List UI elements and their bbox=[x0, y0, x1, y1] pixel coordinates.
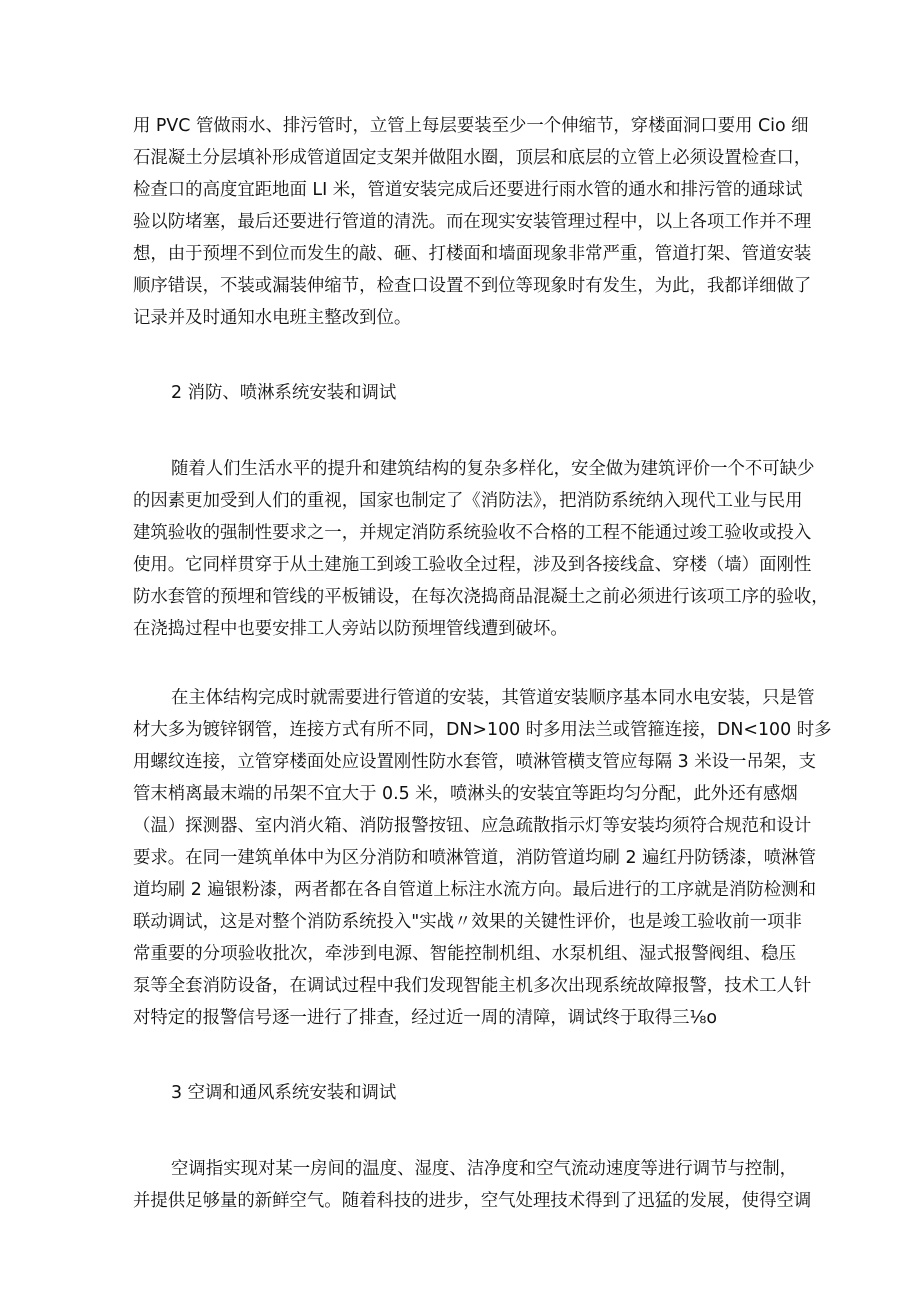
text-line: 并提供足够量的新鲜空气。随着科技的进步，空气处理技术得到了迅猛的发展，使得空调 bbox=[133, 1191, 812, 1211]
section-heading: 3 空调和通风系统安装和调试 bbox=[171, 1083, 397, 1103]
text-line: 记录并及时通知水电班主整改到位。 bbox=[133, 308, 412, 328]
text-line: 检查口的高度宜距地面 LI 米，管道安装完成后还要进行雨水管的通水和排污管的通球试 bbox=[133, 180, 803, 200]
text-line: 道均刷 2 遍银粉漆，两者都在各自管道上标注水流方向。最后进行的工序就是消防检测和 bbox=[133, 880, 816, 900]
text-line: 验以防堵塞，最后还要进行管道的清洗。而在现实安装管理过程中，以上各项工作并不理 bbox=[133, 212, 812, 232]
text-line: 使用。它同样贯穿于从土建施工到竣工验收全过程，涉及到各接线盒、穿楼（墙）面刚性 bbox=[133, 555, 812, 575]
spacer bbox=[133, 1109, 796, 1153]
text-line: （温）探测器、室内消火箱、消防报警按钮、应急疏散指示灯等安装均须符合规范和设计 bbox=[133, 816, 812, 836]
text-line: 常重要的分项验收批次，牵涉到电源、智能控制机组、水泵机组、湿式报警阀组、稳压 bbox=[133, 944, 796, 964]
text-line: 泵等全套消防设备，在调试过程中我们发现智能主机多次出现系统故障报警，技术工人针 bbox=[133, 976, 812, 996]
text-line: 随着人们生活水平的提升和建筑结构的复杂多样化，安全做为建筑评价一个不可缺少 bbox=[171, 459, 815, 479]
text-line: 建筑验收的强制性要求之一，并规定消防系统验收不合格的工程不能通过竣工验收或投入 bbox=[133, 523, 812, 543]
document-body bbox=[133, 110, 832, 1217]
paragraph bbox=[133, 1153, 812, 1217]
spacer bbox=[133, 1034, 796, 1077]
text-line: 要求。在同一建筑单体中为区分消防和喷淋管道，消防管道均刷 2 遍红丹防锈漆，喷淋管 bbox=[133, 848, 816, 868]
text-line: 联动调试，这是对整个消防系统投入"实战〃效果的关键性评价，也是竣工验收前一项非 bbox=[133, 912, 802, 932]
text-line: 材大多为镀锌钢管，连接方式有所不同，DN>100 时多用法兰或管箍连接，DN<100 时多 bbox=[133, 720, 832, 740]
spacer bbox=[133, 409, 796, 453]
text-line: 在主体结构完成时就需要进行管道的安装，其管道安装顺序基本同水电安装，只是管 bbox=[171, 688, 815, 708]
text-line: 用螺纹连接，立管穿楼面处应设置刚性防水套管，喷淋管横支管应每隔 3 米设一吊架，支 bbox=[133, 752, 816, 772]
text-line: 管末梢离最末端的吊架不宜大于 0.5 米，喷淋头的安装宜等距均匀分配，此外还有感烟 bbox=[133, 784, 798, 804]
text-line: 想，由于预埋不到位而发生的敲、砸、打楼面和墙面现象非常严重，管道打架、管道安装 bbox=[133, 244, 812, 264]
text-line: 空调指实现对某一房间的温度、湿度、洁净度和空气流动速度等进行调节与控制， bbox=[171, 1159, 798, 1179]
paragraph bbox=[133, 453, 829, 645]
text-line: 顺序错误，不装或漏装伸缩节，检查口设置不到位等现象时有发生，为此，我都详细做了 bbox=[133, 276, 812, 296]
text-line: 防水套管的预埋和管线的平板铺设，在每次浇捣商品混凝土之前必须进行该项工序的验收， bbox=[133, 587, 829, 607]
spacer bbox=[133, 645, 796, 682]
paragraph bbox=[133, 682, 832, 1034]
text-line: 在浇捣过程中也要安排工人旁站以防预埋管线遭到破坏。 bbox=[133, 619, 568, 639]
text-line: 石混凝土分层填补形成管道固定支架并做阻水圈，顶层和底层的立管上必须设置检查口， bbox=[133, 148, 812, 168]
section-heading: 2 消防、喷淋系统安装和调试 bbox=[171, 383, 397, 403]
text-line: 的因素更加受到人们的重视，国家也制定了《消防法》，把消防系统纳入现代工业与民用 bbox=[133, 491, 803, 511]
text-line: 用 PVC 管做雨水、排污管时，立管上每层要装至少一个伸缩节，穿楼面洞口要用 Cio 细 bbox=[133, 116, 809, 136]
paragraph bbox=[133, 110, 812, 334]
spacer bbox=[133, 334, 796, 377]
text-line: 对特定的报警信号逐一进行了排查，经过近一周的清障，调试终于取得三⅛o bbox=[133, 1008, 717, 1028]
